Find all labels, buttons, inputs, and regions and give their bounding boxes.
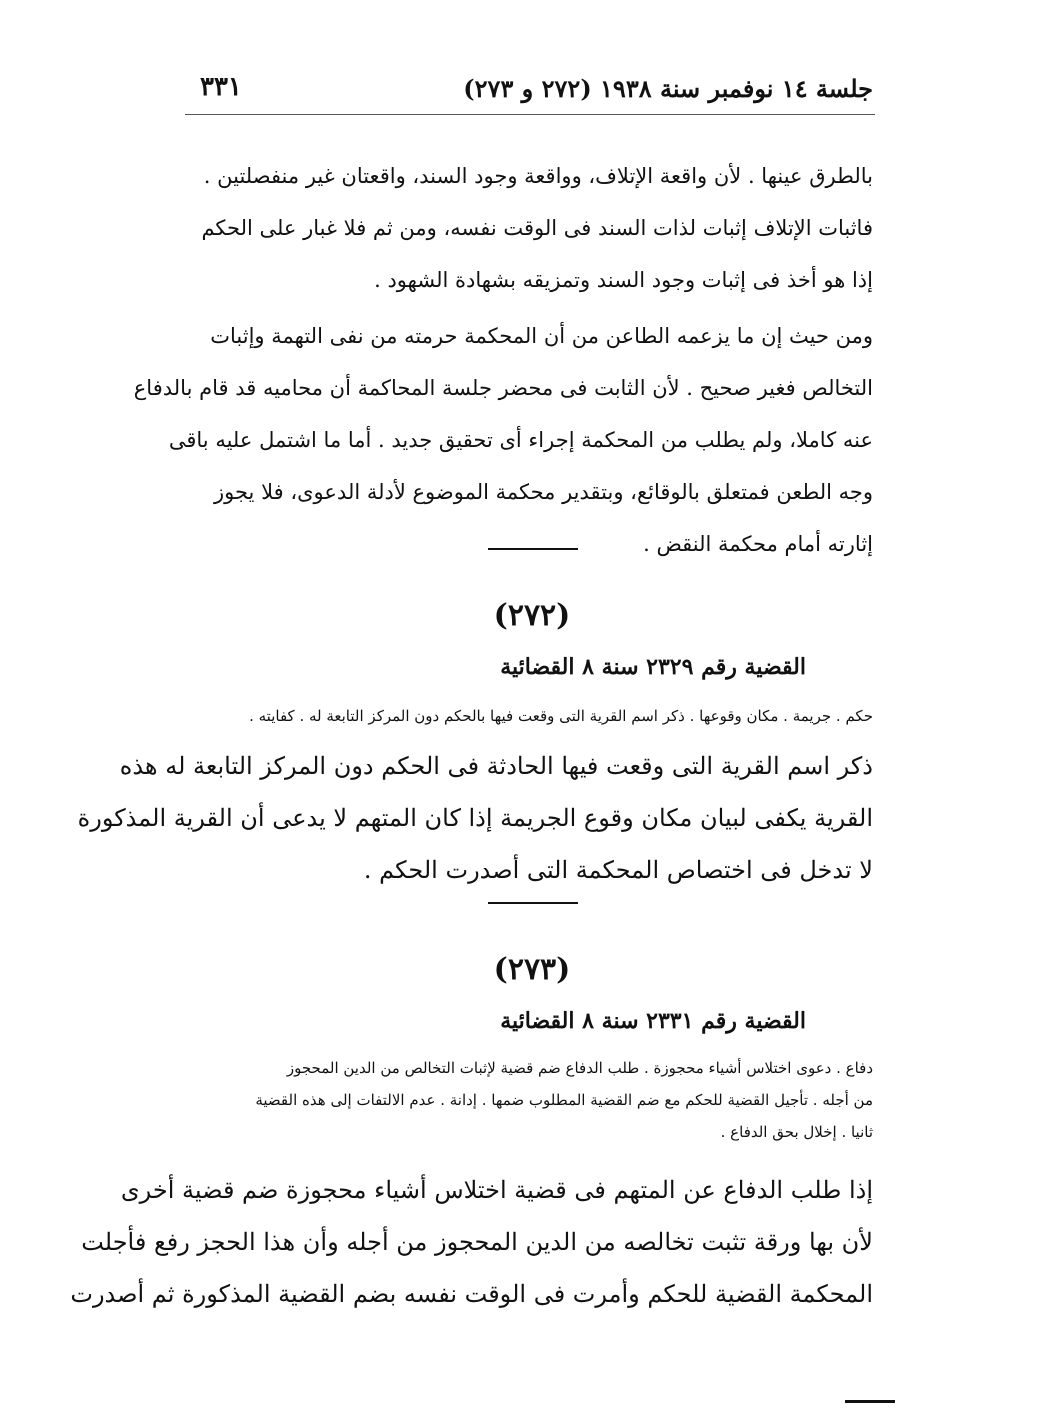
- case-number-273: (٢٧٣): [493, 952, 571, 987]
- footer-rule: [845, 1400, 895, 1403]
- text-line: إذا هو أخذ فى إثبات وجود السند وتمزيقه بشهادة الشهود .: [374, 268, 873, 292]
- case-number-272: (٢٧٢): [493, 598, 571, 633]
- summary-273: [70, 1164, 873, 1320]
- page-number: ٣٣١: [200, 72, 242, 102]
- session-title: جلسة ١٤ نوفمبر سنة ١٩٣٨ (٢٧٢ و ٢٧٣): [463, 74, 873, 103]
- headnote-272: [195, 700, 873, 732]
- text-line: عنه كاملا، ولم يطلب من المحكمة إجراء أى تحقيق جديد . أما ما اشتمل عليه باقى: [168, 428, 873, 452]
- page-header: [185, 66, 873, 112]
- summary-line: ذكر اسم القرية التى وقعت فيها الحادثة فى الحكم دون المركز التابعة له هذه: [119, 752, 873, 780]
- summary-272: [77, 740, 873, 896]
- text-line: التخالص فغير صحيح . لأن الثابت فى محضر جلسة المحاكمة أن محاميه قد قام بالدفاع: [133, 376, 873, 400]
- text-line: بالطرق عينها . لأن واقعة الإتلاف، وواقعة وجود السند، واقعتان غير منفصلتين .: [203, 164, 873, 188]
- headnote-line: حكم . جريمة . مكان وقوعها . ذكر اسم القرية التى وقعت فيها بالحكم دون المركز التابعة له . كفايته .: [249, 707, 873, 725]
- headnote-line: دفاع . دعوى اختلاس أشياء محجوزة . طلب الدفاع ضم قضية لإثبات التخالص من الدين المحجوز: [286, 1059, 873, 1077]
- headnote-273: [195, 1052, 873, 1148]
- text-line: وجه الطعن فمتعلق بالوقائع، وبتقدير محكمة الموضوع لأدلة الدعوى، فلا يجوز: [214, 480, 873, 504]
- summary-line: المحكمة القضية للحكم وأمرت فى الوقت نفسه بضم القضية المذكورة ثم أصدرت: [70, 1280, 873, 1308]
- text-line: فاثبات الإتلاف إثبات لذات السند فى الوقت نفسه، ومن ثم فلا غبار على الحكم: [201, 216, 873, 240]
- case-title-272: القضية رقم ٢٣٢٩ سنة ٨ القضائية: [500, 654, 806, 680]
- summary-line: لأن بها ورقة تثبت تخالصه من الدين المحجوز من أجله وأن هذا الحجز رفع فأجلت: [81, 1228, 873, 1256]
- headnote-line: من أجله . تأجيل القضية للحكم مع ضم القضية المطلوب ضمها . إدانة . عدم الالتفات إلى هذه القضية: [255, 1091, 873, 1109]
- headnote-line: ثانيا . إخلال بحق الدفاع .: [720, 1123, 873, 1141]
- section-divider: [488, 548, 578, 550]
- paragraph-2: [133, 310, 873, 570]
- case-title-273: القضية رقم ٢٣٣١ سنة ٨ القضائية: [500, 1008, 806, 1034]
- paragraph-1: [195, 150, 873, 306]
- summary-line: لا تدخل فى اختصاص المحكمة التى أصدرت الحكم .: [363, 856, 873, 884]
- section-divider: [488, 902, 578, 904]
- summary-line: إذا طلب الدفاع عن المتهم فى قضية اختلاس أشياء محجوزة ضم قضية أخرى: [120, 1176, 873, 1204]
- text-line: إثارته أمام محكمة النقض .: [643, 532, 873, 556]
- summary-line: القرية يكفى لبيان مكان وقوع الجريمة إذا كان المتهم لا يدعى أن القرية المذكورة: [77, 804, 873, 832]
- header-rule: [185, 114, 875, 115]
- text-line: ومن حيث إن ما يزعمه الطاعن من أن المحكمة حرمته من نفى التهمة وإثبات: [210, 324, 873, 348]
